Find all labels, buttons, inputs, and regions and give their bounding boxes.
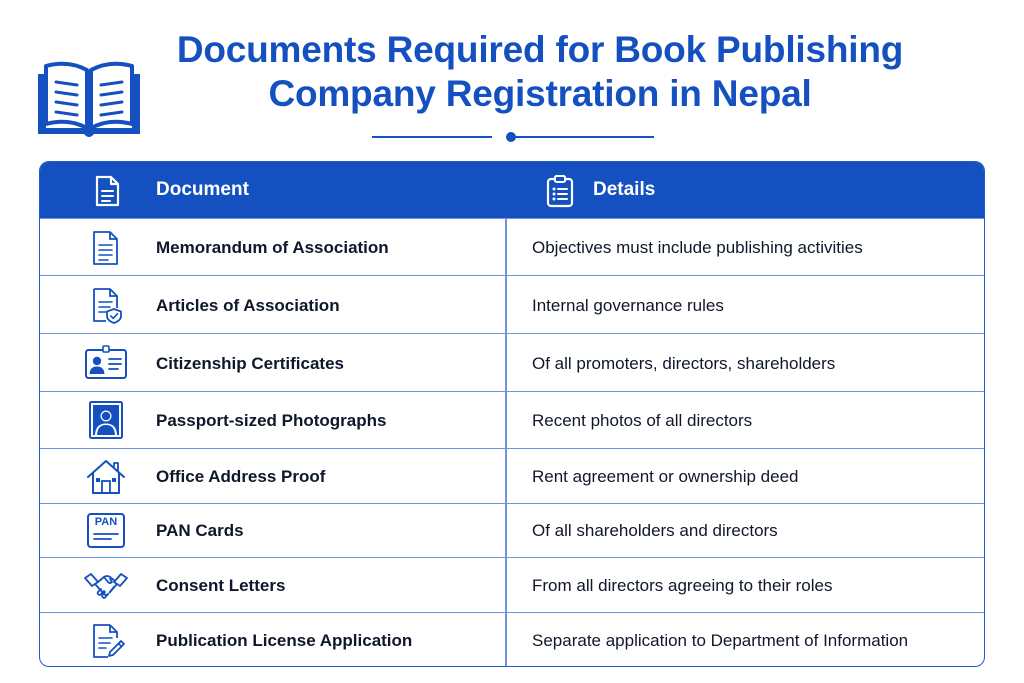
header-details: Details <box>593 179 656 200</box>
document-name: PAN Cards <box>156 521 244 540</box>
table-row <box>40 333 984 391</box>
document-details: Recent photos of all directors <box>532 411 753 430</box>
document-details: From all directors agreeing to their roles <box>532 576 833 595</box>
title-divider <box>372 130 654 144</box>
clipboard-list-icon <box>543 174 577 208</box>
header-document: Document <box>156 179 249 200</box>
document-name: Office Address Proof <box>156 467 326 486</box>
document-shield-icon <box>84 285 128 325</box>
document-icon <box>90 174 124 208</box>
document-details: Of all shareholders and directors <box>532 521 778 540</box>
document-details: Separate application to Department of Information <box>532 631 909 650</box>
title-line-2: Company Registration in Nepal <box>268 73 812 114</box>
document-name: Consent Letters <box>156 576 286 595</box>
document-details: Of all promoters, directors, shareholders <box>532 354 836 373</box>
document-pen-icon <box>84 621 128 661</box>
table-row <box>40 612 984 667</box>
pan-card-icon <box>84 511 128 551</box>
table-header <box>40 162 984 218</box>
title-line-1: Documents Required for Book Publishing <box>176 29 904 70</box>
table-row <box>40 448 984 503</box>
pan-label: PAN <box>94 516 118 528</box>
open-book-icon <box>34 56 144 140</box>
document-name: Passport-sized Photographs <box>156 411 387 430</box>
document-lines-icon <box>84 228 128 268</box>
documents-table <box>39 161 985 667</box>
document-details: Internal governance rules <box>532 296 724 315</box>
table-row <box>40 218 984 275</box>
table-row <box>40 275 984 333</box>
table-row <box>40 503 984 557</box>
page-title <box>140 28 940 116</box>
table-row <box>40 391 984 448</box>
document-details: Objectives must include publishing activities <box>532 238 863 257</box>
document-name: Citizenship Certificates <box>156 354 344 373</box>
handshake-icon <box>84 565 128 605</box>
id-card-icon <box>84 343 128 383</box>
document-details: Rent agreement or ownership deed <box>532 467 799 486</box>
person-photo-icon <box>84 400 128 440</box>
document-name: Memorandum of Association <box>156 238 389 257</box>
table-row <box>40 557 984 612</box>
document-name: Publication License Application <box>156 631 413 650</box>
document-name: Articles of Association <box>156 296 340 315</box>
house-icon <box>84 457 128 497</box>
